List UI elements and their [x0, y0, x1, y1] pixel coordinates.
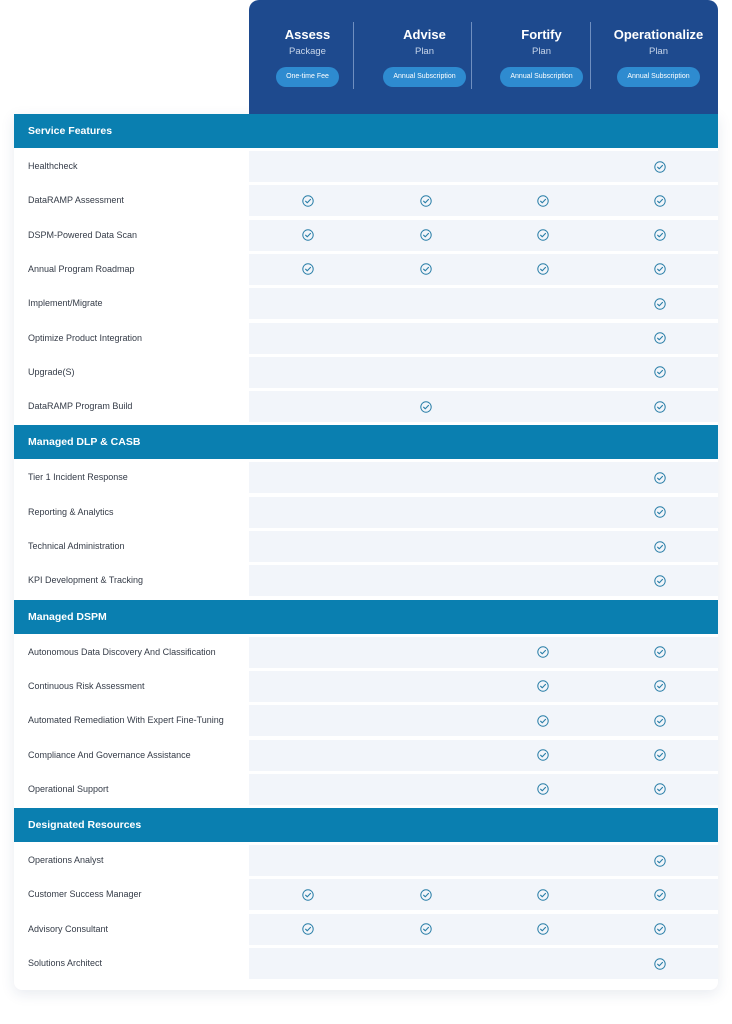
check-circle-icon — [654, 541, 666, 553]
check-circle-icon — [654, 855, 666, 867]
feature-label: Customer Success Manager — [28, 889, 142, 900]
cell-assess — [249, 462, 366, 493]
feature-label: KPI Development & Tracking — [28, 575, 144, 586]
check-circle-icon — [420, 923, 432, 935]
check-circle-icon — [654, 161, 666, 173]
plan-divider — [590, 22, 591, 89]
cell-fortify — [484, 740, 601, 771]
feature-label: Upgrade(S) — [28, 366, 75, 377]
check-circle-icon — [537, 783, 549, 795]
table-row — [14, 740, 718, 771]
cell-operationalize — [601, 497, 718, 528]
table-row — [14, 774, 718, 805]
check-circle-icon — [654, 332, 666, 344]
cell-fortify — [484, 948, 601, 979]
cell-assess — [249, 740, 366, 771]
cell-assess — [249, 914, 366, 945]
feature-label: DataRAMP Assessment — [28, 195, 124, 206]
plan-name: Assess — [284, 27, 331, 42]
plan-cells — [249, 220, 718, 251]
check-circle-icon — [302, 195, 314, 207]
table-row — [14, 637, 718, 668]
plan-name: Advise — [403, 27, 446, 42]
plan-column-advise — [366, 0, 483, 114]
cell-assess — [249, 220, 366, 251]
table-row — [14, 288, 718, 319]
cell-operationalize — [601, 220, 718, 251]
cell-fortify — [484, 462, 601, 493]
cell-advise — [367, 151, 484, 182]
cell-advise — [367, 705, 484, 736]
cell-assess — [249, 151, 366, 182]
check-circle-icon — [654, 889, 666, 901]
plan-cells — [249, 462, 718, 493]
cell-assess — [249, 879, 366, 910]
plan-type: Package — [289, 46, 326, 57]
cell-fortify — [484, 185, 601, 216]
table-row — [14, 565, 718, 596]
feature-label: Operational Support — [28, 783, 109, 794]
check-circle-icon — [654, 715, 666, 727]
feature-label: Tier 1 Incident Response — [28, 472, 128, 483]
check-circle-icon — [654, 366, 666, 378]
feature-label: Automated Remediation With Expert Fine-Tuning — [28, 715, 224, 726]
plan-cells — [249, 565, 718, 596]
cell-fortify — [484, 531, 601, 562]
cell-fortify — [484, 391, 601, 422]
check-circle-icon — [537, 263, 549, 275]
cell-fortify — [484, 357, 601, 388]
plan-billing-button[interactable]: One-time Fee — [276, 67, 339, 87]
feature-label: Annual Program Roadmap — [28, 263, 135, 274]
cell-operationalize — [601, 391, 718, 422]
cell-assess — [249, 254, 366, 285]
feature-label: Optimize Product Integration — [28, 332, 143, 343]
check-circle-icon — [302, 263, 314, 275]
cell-fortify — [484, 151, 601, 182]
feature-label: Continuous Risk Assessment — [28, 680, 145, 691]
check-circle-icon — [302, 229, 314, 241]
cell-fortify — [484, 497, 601, 528]
table-row — [14, 462, 718, 493]
cell-fortify — [484, 671, 601, 702]
feature-label: Operations Analyst — [28, 855, 104, 866]
check-circle-icon — [654, 472, 666, 484]
cell-assess — [249, 497, 366, 528]
cell-fortify — [484, 323, 601, 354]
check-circle-icon — [537, 195, 549, 207]
check-circle-icon — [654, 506, 666, 518]
cell-advise — [367, 462, 484, 493]
cell-advise — [367, 671, 484, 702]
cell-operationalize — [601, 565, 718, 596]
feature-label: Reporting & Analytics — [28, 506, 114, 517]
check-circle-icon — [654, 646, 666, 658]
check-circle-icon — [420, 229, 432, 241]
plan-cells — [249, 254, 718, 285]
plan-cells — [249, 185, 718, 216]
table-row — [14, 323, 718, 354]
table-row — [14, 845, 718, 876]
plan-column-operationalize — [600, 0, 717, 114]
plan-column-assess — [249, 0, 366, 114]
check-circle-icon — [537, 749, 549, 761]
check-circle-icon — [654, 575, 666, 587]
cell-assess — [249, 323, 366, 354]
cell-fortify — [484, 774, 601, 805]
cell-operationalize — [601, 288, 718, 319]
cell-operationalize — [601, 879, 718, 910]
plan-header — [249, 0, 718, 114]
feature-label: DSPM-Powered Data Scan — [28, 229, 138, 240]
plan-cells — [249, 288, 718, 319]
plan-cells — [249, 357, 718, 388]
check-circle-icon — [420, 889, 432, 901]
table-row — [14, 151, 718, 182]
cell-advise — [367, 914, 484, 945]
plan-cells — [249, 774, 718, 805]
table-row — [14, 914, 718, 945]
plan-type: Plan — [531, 46, 551, 57]
cell-assess — [249, 531, 366, 562]
check-circle-icon — [654, 298, 666, 310]
check-circle-icon — [654, 958, 666, 970]
cell-operationalize — [601, 774, 718, 805]
check-circle-icon — [420, 401, 432, 413]
feature-label: Compliance And Governance Assistance — [28, 749, 191, 760]
cell-fortify — [484, 254, 601, 285]
cell-advise — [367, 879, 484, 910]
cell-operationalize — [601, 740, 718, 771]
cell-assess — [249, 671, 366, 702]
cell-assess — [249, 637, 366, 668]
table-row — [14, 254, 718, 285]
plan-cells — [249, 705, 718, 736]
cell-operationalize — [601, 845, 718, 876]
plan-divider — [471, 22, 472, 89]
feature-label: Autonomous Data Discovery And Classification — [28, 646, 216, 657]
plan-cells — [249, 671, 718, 702]
plan-cells — [249, 740, 718, 771]
plan-billing-button[interactable]: Annual Subscription — [383, 67, 465, 87]
section-header: Managed DSPM — [14, 600, 718, 634]
cell-fortify — [484, 220, 601, 251]
plan-cells — [249, 497, 718, 528]
cell-advise — [367, 254, 484, 285]
cell-operationalize — [601, 705, 718, 736]
cell-assess — [249, 357, 366, 388]
check-circle-icon — [302, 923, 314, 935]
cell-advise — [367, 565, 484, 596]
plan-column-fortify — [483, 0, 600, 114]
check-circle-icon — [654, 749, 666, 761]
cell-fortify — [484, 565, 601, 596]
plan-cells — [249, 637, 718, 668]
check-circle-icon — [654, 783, 666, 795]
check-circle-icon — [537, 646, 549, 658]
cell-assess — [249, 185, 366, 216]
table-row — [14, 879, 718, 910]
check-circle-icon — [537, 715, 549, 727]
cell-advise — [367, 531, 484, 562]
plan-cells — [249, 879, 718, 910]
section-header: Managed DLP & CASB — [14, 425, 718, 459]
check-circle-icon — [654, 680, 666, 692]
plan-cells — [249, 845, 718, 876]
table-row — [14, 948, 718, 979]
section-header: Service Features — [14, 114, 718, 148]
cell-operationalize — [601, 914, 718, 945]
cell-advise — [367, 391, 484, 422]
plan-cells — [249, 531, 718, 562]
section-header: Designated Resources — [14, 808, 718, 842]
table-row — [14, 671, 718, 702]
cell-operationalize — [601, 151, 718, 182]
plan-cells — [249, 323, 718, 354]
cell-assess — [249, 948, 366, 979]
cell-fortify — [484, 879, 601, 910]
cell-fortify — [484, 637, 601, 668]
cell-advise — [367, 774, 484, 805]
table-row — [14, 391, 718, 422]
cell-assess — [249, 288, 366, 319]
cell-assess — [249, 845, 366, 876]
check-circle-icon — [654, 923, 666, 935]
plan-cells — [249, 391, 718, 422]
cell-operationalize — [601, 185, 718, 216]
check-circle-icon — [537, 923, 549, 935]
check-circle-icon — [654, 229, 666, 241]
feature-label: Healthcheck — [28, 161, 78, 171]
cell-advise — [367, 740, 484, 771]
feature-label: Technical Administration — [28, 541, 125, 551]
cell-operationalize — [601, 671, 718, 702]
check-circle-icon — [537, 229, 549, 241]
check-circle-icon — [302, 889, 314, 901]
plan-cells — [249, 948, 718, 979]
feature-label: Implement/Migrate — [28, 298, 103, 309]
check-circle-icon — [537, 680, 549, 692]
table-row — [14, 357, 718, 388]
cell-operationalize — [601, 357, 718, 388]
plan-name: Fortify — [521, 27, 562, 42]
feature-label: DataRAMP Program Build — [28, 401, 133, 412]
check-circle-icon — [420, 263, 432, 275]
table-row — [14, 531, 718, 562]
cell-advise — [367, 357, 484, 388]
cell-fortify — [484, 288, 601, 319]
cell-operationalize — [601, 254, 718, 285]
feature-label: Advisory Consultant — [28, 923, 109, 934]
cell-advise — [367, 948, 484, 979]
plan-billing-button[interactable]: Annual Subscription — [500, 67, 582, 87]
cell-assess — [249, 774, 366, 805]
cell-operationalize — [601, 531, 718, 562]
cell-fortify — [484, 845, 601, 876]
cell-fortify — [484, 705, 601, 736]
table-row — [14, 185, 718, 216]
table-row — [14, 497, 718, 528]
cell-assess — [249, 705, 366, 736]
plan-billing-button[interactable]: Annual Subscription — [617, 67, 699, 87]
plan-cells — [249, 151, 718, 182]
cell-assess — [249, 391, 366, 422]
cell-advise — [367, 845, 484, 876]
plan-cells — [249, 914, 718, 945]
cell-advise — [367, 637, 484, 668]
cell-assess — [249, 565, 366, 596]
cell-advise — [367, 185, 484, 216]
cell-operationalize — [601, 323, 718, 354]
plan-type: Plan — [648, 46, 668, 57]
plan-type: Plan — [414, 46, 434, 57]
table-row — [14, 220, 718, 251]
cell-operationalize — [601, 948, 718, 979]
feature-label: Solutions Architect — [28, 958, 103, 968]
cell-advise — [367, 497, 484, 528]
check-circle-icon — [654, 195, 666, 207]
cell-advise — [367, 323, 484, 354]
plan-divider — [353, 22, 354, 89]
check-circle-icon — [654, 401, 666, 413]
check-circle-icon — [654, 263, 666, 275]
check-circle-icon — [420, 195, 432, 207]
table-row — [14, 705, 718, 736]
cell-fortify — [484, 914, 601, 945]
cell-operationalize — [601, 462, 718, 493]
cell-advise — [367, 220, 484, 251]
cell-advise — [367, 288, 484, 319]
check-circle-icon — [537, 889, 549, 901]
plan-name: Operationalize — [613, 27, 704, 42]
cell-operationalize — [601, 637, 718, 668]
